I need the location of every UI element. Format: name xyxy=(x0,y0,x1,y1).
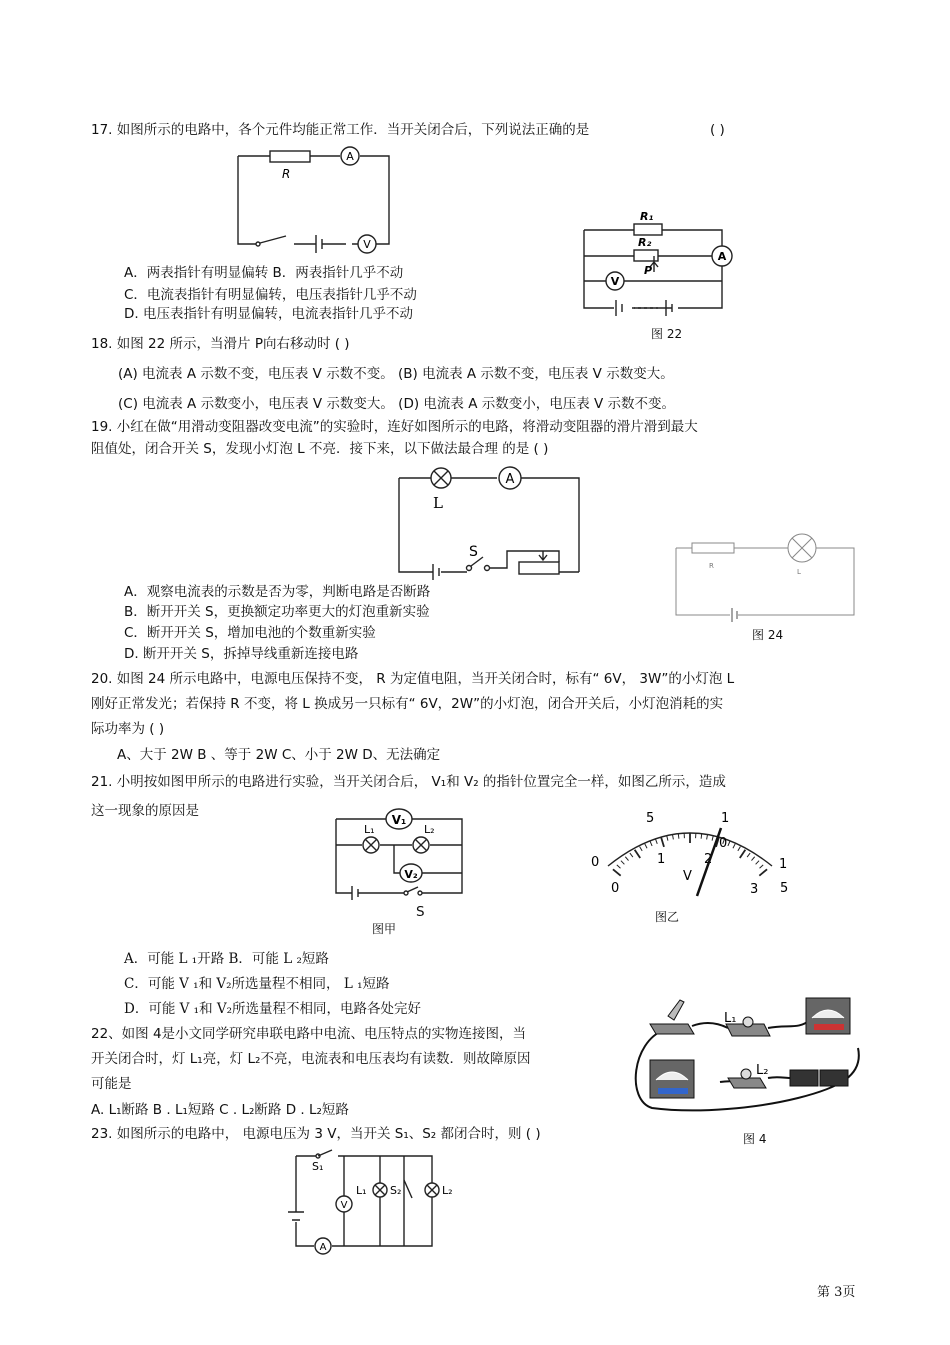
q22-stem-line1: 22、如图 4是小文同学研究串联电路中电流、电压特点的实物连接图，当 xyxy=(91,1026,527,1042)
dial-tick xyxy=(667,836,668,841)
q21-stem-line1: 21. 小明按如图甲所示的电路进行实验，当开关闭合后， V₁和 V₂ 的指针位置完全一样，如图乙所示，造成 xyxy=(91,774,726,790)
q21-jia-v1-label: V₁ xyxy=(391,813,407,827)
q23-s1-label: S₁ xyxy=(312,1160,324,1173)
dial-tick xyxy=(630,853,633,857)
dial-tick xyxy=(738,847,741,851)
dial-tick xyxy=(756,861,759,865)
q18-options-cd: (C) 电流表 A 示数变小，电压表 V 示数变大。 (D) 电流表 A 示数变小，电压表 V 示数不变。 xyxy=(118,396,676,412)
q21-option-ab: A．可能 L ₁开路 B．可能 L ₂短路 xyxy=(124,951,329,967)
q17-circuit-figure xyxy=(236,146,396,251)
dial-tick xyxy=(645,844,647,848)
q17-ammeter-label: A xyxy=(346,150,354,163)
dial-tick xyxy=(621,861,624,865)
q23-stem: 23. 如图所示的电路中， 电源电压为 3 V，当开关 S₁、S₂ 都闭合时，则 ( ) xyxy=(91,1126,541,1142)
q20-options: A、大于 2W B 、等于 2W C、小于 2W D、无法确定 xyxy=(117,747,441,763)
dial-tick xyxy=(728,841,730,846)
q17-option-d: D. 电压表指针有明显偏转，电流表指针几乎不动 xyxy=(124,306,413,322)
dial-tick xyxy=(712,836,713,841)
fig24-resistor-label: R xyxy=(709,562,714,570)
q19-switch-label: S xyxy=(469,544,478,560)
dial-tick xyxy=(672,835,673,840)
dial-tick xyxy=(661,837,664,847)
q18-stem: 18. 如图 22 所示，当滑片 P向右移动时 ( ) xyxy=(91,336,350,352)
dial-tick xyxy=(656,839,658,844)
figure-24 xyxy=(674,540,856,618)
fig22-caption: 图 22 xyxy=(651,327,683,341)
fig22-ammeter-label: A xyxy=(717,250,727,263)
dial-tick xyxy=(759,869,767,875)
q17-resistor-label: R xyxy=(282,167,291,181)
q21-figure-yi xyxy=(590,808,790,898)
q21-figure-jia xyxy=(334,805,466,897)
q19-option-c: C．断开开关 S，增加电池的个数重新实验 xyxy=(124,625,376,641)
figure-22 xyxy=(582,208,737,338)
dial-tick xyxy=(701,834,702,839)
q19-option-d: D. 断开开关 S，拆掉导线重新连接电路 xyxy=(124,646,359,662)
q17-answer-paren: ( ) xyxy=(710,122,725,138)
q23-voltmeter-label: V xyxy=(340,1200,348,1211)
q23-l2-label: L₂ xyxy=(442,1184,453,1197)
q17-option-ab: A．两表指针有明显偏转 B．两表指针几乎不动 xyxy=(124,265,404,281)
q19-ammeter-label: A xyxy=(505,472,515,487)
yi-inner-end: 5 xyxy=(780,881,789,896)
q22-stem-line2: 开关闭合时，灯 L₁亮，灯 L₂不亮，电流表和电压表均有读数．则故障原因 xyxy=(91,1051,531,1067)
fig4-caption: 图 4 xyxy=(743,1132,767,1146)
q20-stem-line3: 际功率为 ( ) xyxy=(91,721,165,737)
q19-stem-line1: 19. 小红在做“用滑动变阻器改变电流”的实验时，连好如图所示的电路，将滑动变阻器的滑片滑到最大 xyxy=(91,419,698,435)
q19-circuit-figure xyxy=(397,466,582,578)
yi-outer-0: 0 xyxy=(591,855,600,870)
yi-inner-1: 1 xyxy=(657,852,666,867)
q23-circuit-figure xyxy=(292,1150,453,1253)
q21-option-c: C．可能 V ₁和 V₂所选量程不相同， L ₁短路 xyxy=(124,976,390,992)
dial-tick xyxy=(613,869,621,875)
q20-stem-line1: 20. 如图 24 所示电路中，电源电压保持不变， R 为定值电阻，当开关闭合时，标有“ 6V， 3W”的小灯泡 L xyxy=(91,671,735,687)
q21-jia-v2-label: V₂ xyxy=(404,868,418,881)
yi-outer-10: 1 xyxy=(721,811,730,826)
q21-option-d: D．可能 V ₁和 V₂所选量程不相同，电路各处完好 xyxy=(124,1001,422,1017)
yi-needle xyxy=(697,828,721,896)
q21-stem-line2: 这一现象的原因是 xyxy=(91,803,199,819)
fig22-r2-label: R₂ xyxy=(638,236,652,249)
fig22-voltmeter-label: V xyxy=(610,275,620,288)
page-number: 第 3页 xyxy=(817,1285,856,1300)
fig24-caption: 图 24 xyxy=(752,628,784,642)
dial-tick xyxy=(751,857,754,861)
q17-stem: 17. 如图所示的电路中，各个元件均能正常工作．当开关闭合后，下列说法正确的是 xyxy=(91,122,590,138)
q21-jia-l1-label: L₁ xyxy=(364,823,375,836)
dial-tick xyxy=(625,857,628,861)
dial-tick xyxy=(678,834,679,839)
q23-ammeter-label: A xyxy=(319,1242,327,1253)
q20-stem-line2: 刚好正常发光；若保持 R 不变，将 L 换成另一只标有“ 6V，2W”的小灯泡，闭合开关后，小灯泡消耗的实 xyxy=(91,696,724,712)
figure-4 xyxy=(628,990,866,1120)
q17-option-c: C．电流表指针有明显偏转，电压表指针几乎不动 xyxy=(124,287,417,303)
fig4-l2-label: L₂ xyxy=(756,1063,769,1078)
q19-option-b: B．断开开关 S，更换额定功率更大的灯泡重新实验 xyxy=(124,604,430,620)
q23-s2-label: S₂ xyxy=(390,1184,402,1197)
dial-tick xyxy=(640,847,643,851)
q19-lamp-label: L xyxy=(433,494,443,512)
yi-outer-5: 5 xyxy=(646,811,655,826)
fig22-slider-label: P xyxy=(643,264,652,277)
dial-tick xyxy=(707,835,708,840)
yi-inner-zero2: 0 xyxy=(719,836,728,851)
q22-stem-line3: 可能是 xyxy=(91,1076,132,1092)
q22-options: A. L₁断路 B . L₁短路 C . L₂断路 D . L₂短路 xyxy=(91,1102,349,1118)
fig24-lamp-label: L xyxy=(797,568,801,576)
q17-voltmeter-label: V xyxy=(363,238,371,251)
yi-inner-3: 3 xyxy=(750,882,759,897)
dial-tick xyxy=(747,853,750,857)
dial-tick xyxy=(733,844,735,848)
fig22-r1-label: R₁ xyxy=(640,210,654,223)
fig4-l1-label: L₁ xyxy=(724,1011,737,1026)
dial-tick xyxy=(740,850,746,858)
dial-tick xyxy=(650,841,652,846)
yi-inner-2: 2 xyxy=(704,852,713,867)
q18-options-ab: (A) 电流表 A 示数不变，电压表 V 示数不变。 (B) 电流表 A 示数不变，电压表 V 示数变大。 xyxy=(118,366,674,382)
yi-outer-15: 1 xyxy=(779,857,788,872)
dial-tick xyxy=(617,865,621,868)
yi-v-label: V xyxy=(683,869,692,884)
q21-jia-switch-label: S xyxy=(416,904,425,920)
dial-tick xyxy=(635,850,641,858)
q21-jia-caption: 图甲 xyxy=(372,922,397,936)
q19-option-a: A．观察电流表的示数是否为零，判断电路是否断路 xyxy=(124,584,431,600)
q23-l1-label: L₁ xyxy=(356,1184,367,1197)
q21-jia-l2-label: L₂ xyxy=(424,823,435,836)
q21-yi-caption: 图乙 xyxy=(655,910,680,924)
yi-inner-0: 0 xyxy=(611,881,620,896)
dial-tick xyxy=(760,865,764,868)
q19-stem-line2: 阻值处，闭合开关 S，发现小灯泡 L 不亮．接下来，以下做法最合理 的是 ( ) xyxy=(91,441,549,457)
